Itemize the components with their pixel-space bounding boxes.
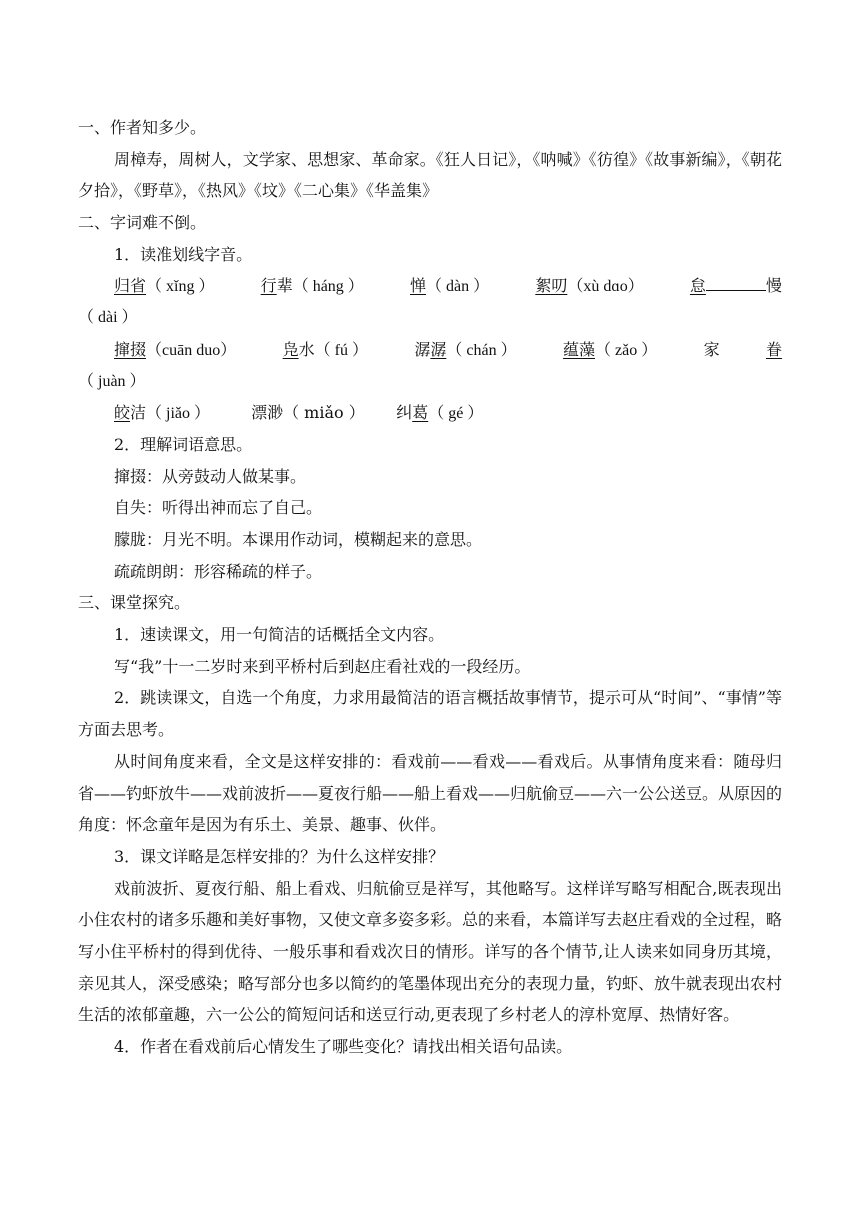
word-hangbei: 行辈（ háng ） (260, 276, 364, 296)
definition-item: 疏疏朗朗：形容稀疏的样子。 (114, 561, 323, 581)
pronunciation-row-2-wrap: （ juàn ） (78, 372, 146, 390)
word-piaomiao: 漂渺（ miǎo ） (251, 403, 365, 423)
pronunciation-row-3 (78, 397, 782, 429)
pronunciation-row-1 (78, 270, 782, 302)
word-guixing: 归省（ xǐng ） (114, 276, 215, 296)
word-chanchan: 潺潺（ chán ） (414, 339, 517, 359)
word-fushui: 凫水（ fú ） (282, 339, 368, 359)
answer-2: 从时间角度来看，全文是这样安排的：看戏前——看戏——看戏后。从事情角度来看：随母归省——钓虾放牛——戏前波折——夏夜行船——船上看戏——归航偷豆——六一公公送豆。从原因的角度：怀念童年是因为有乐土、美景、趣事、伙伴。 (78, 751, 783, 835)
question-1: 1．速读课文，用一句简洁的话概括全文内容。 (114, 625, 445, 645)
section-3-heading: 三、课堂探究。 (78, 593, 191, 613)
word-xudao: 絮叨（xù dɑo） (535, 276, 644, 296)
word-dan: 惮（ dàn ） (410, 276, 490, 296)
answer-1: 写“我”十一二岁时来到平桥村后到赵庄看社戏的一段经历。 (114, 656, 531, 676)
underline-gap (706, 272, 766, 291)
word-cuanduo: 撺掇（cuān duo） (114, 339, 237, 359)
answer-3: 戏前波折、夏夜行船、船上看戏、归航偷豆是祥写，其他略写。这样详写略写相配合,既表现出小住农村的诸多乐趣和美好事物，又使文章多姿多彩。总的来看，本篇详写去赵庄看戏的全过程，略写小住平桥村的得到优待、一般乐事和看戏次日的情形。详写的各个情节,让人读来如同身历其境，亲见其人，深受感染；略写部分也多以简约的笔墨体现出充分的表现力量，钓虾、放牛就表现出农村生活的浓郁童趣，六一公公的简短问话和送豆行动,更表现了乡村老人的淳朴宽厚、热情好客。 (78, 878, 783, 1025)
section-2-heading: 二、字词难不倒。 (78, 213, 207, 233)
definition-item: 自失：听得出神而忘了自己。 (114, 498, 323, 518)
definition-item: 撺掇：从旁鼓动人做某事。 (114, 466, 307, 486)
pronunciation-row-2 (78, 334, 782, 366)
definition-item: 朦胧：月光不明。本课用作动词，模糊起来的意思。 (114, 529, 483, 549)
word-jiuge: 纠葛（ gé ） (396, 403, 484, 423)
pronunciation-row-1-wrap: （ dài ） (78, 309, 138, 327)
author-paragraph: 周樟寿，周树人，文学家、思想家、革命家。《狂人日记》，《呐喊》《彷徨》《故事新编》，《朝花夕拾》，《野草》，《热风》《坟》《二心集》《华盖集》 (78, 149, 782, 201)
question-meaning: 2．理解词语意思。 (114, 434, 253, 454)
word-yunzao: 蕴藻（ zǎo ） (562, 339, 658, 359)
question-pronunciation: 1．读准划线字音。 (114, 244, 253, 264)
word-daiman: 怠 慢 (690, 270, 782, 302)
document-page (78, 112, 782, 1063)
question-2: 2．跳读课文，自选一个角度，力求用最简洁的语言概括故事情节，提示可从“时间”、“事情”等方面去思考。 (78, 688, 782, 740)
word-jia: 家 (703, 339, 720, 359)
word-juan: 眷 (765, 339, 782, 359)
question-4: 4．作者在看戏前后心情发生了哪些变化？请找出相关语句品读。 (114, 1037, 573, 1057)
question-3: 3．课文详略是怎样安排的？为什么这样安排？ (114, 846, 445, 866)
section-1-heading: 一、作者知多少。 (78, 118, 207, 137)
word-jiaojie: 皎洁（ jiǎo ） (114, 403, 211, 423)
